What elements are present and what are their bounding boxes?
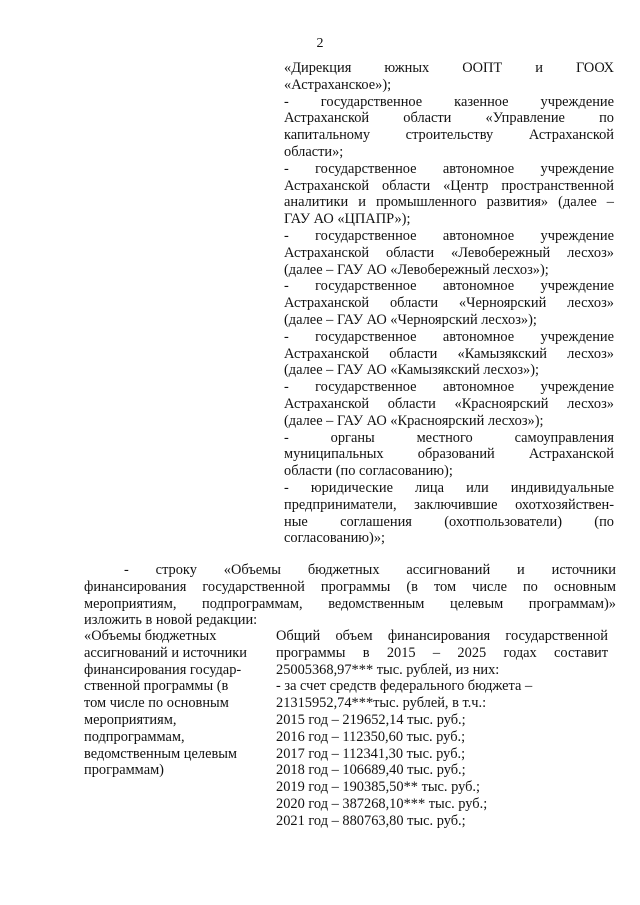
text-line: Астраханской области «Черноярский лесхоз» [284, 295, 614, 312]
text-line: - государственное автономное учреждение [284, 160, 614, 177]
text-line: финансирования государ- [84, 661, 242, 678]
text-line: 2018 год – 106689,40 тыс. руб.; [276, 762, 466, 779]
text-line: - юридические лица или индивидуальные [284, 479, 614, 496]
text-line: - строку «Объемы бюджетных ассигнований и источники [124, 562, 616, 578]
text-line: (далее – ГАУ АО «Красноярский лесхоз»); [284, 412, 544, 429]
text-line: (далее – ГАУ АО «Черноярский лесхоз»); [284, 311, 537, 328]
text-line: 2016 год – 112350,60 тыс. руб.; [276, 728, 466, 745]
text-line: капитальному строительству Астраханской [284, 127, 614, 144]
text-line: «Дирекция южных ООПТ и ГООХ [284, 60, 614, 76]
text-line: Астраханской области «Центр пространственной [284, 177, 614, 194]
text-line: 2019 год – 190385,50** тыс. руб.; [276, 779, 481, 796]
text-line: Астраханской области «Управление по [284, 110, 614, 127]
executors-list [284, 60, 614, 547]
text-line: ведомственным целевым [84, 745, 238, 762]
text-line: - государственное автономное учреждение [284, 227, 614, 244]
instruction-paragraph [84, 562, 616, 629]
text-line: предприниматели, заключившие охотхозяйствен- [284, 496, 614, 513]
text-line: - государственное казенное учреждение [284, 93, 614, 110]
text-line: том числе по основным [84, 695, 229, 712]
text-line: - органы местного самоуправления [284, 429, 614, 446]
text-line: 2021 год – 880763,80 тыс. руб.; [276, 812, 466, 829]
text-line: области (по согласованию); [284, 463, 453, 480]
text-line: финансирования государственной программы (в том числе по основным [84, 578, 616, 595]
text-line: муниципальных образований Астраханской [284, 446, 614, 463]
list-item [284, 480, 614, 547]
text-line: - государственное автономное учреждение [284, 328, 614, 345]
list-item [284, 94, 614, 161]
text-line: «Астраханское»); [284, 76, 392, 93]
text-line: (далее – ГАУ АО «Камызякский лесхоз»); [284, 362, 540, 379]
list-item [284, 329, 614, 379]
list-item [284, 379, 614, 429]
text-line: Астраханской области «Левобережный лесхоз» [284, 244, 614, 261]
table-row-label [84, 628, 268, 779]
text-line: Астраханской области «Камызякский лесхоз» [284, 345, 614, 362]
text-line: ные соглашения (охотпользователи) (по [284, 513, 614, 530]
text-line: программы в 2015 – 2025 годах составит [276, 644, 608, 661]
list-item [284, 430, 614, 480]
text-line: ассигнований и источники [84, 644, 247, 661]
list-item [284, 161, 614, 228]
text-line: области»; [284, 143, 344, 160]
text-line: мероприятиям, [84, 711, 177, 728]
page-number: 2 [316, 36, 324, 51]
text-line: 21315952,74***тыс. рублей, в т.ч.: [276, 695, 487, 712]
text-line: подпрограммам, [84, 728, 185, 745]
text-line: мероприятиям, подпрограммам, ведомственным целевым программам)» [84, 595, 616, 612]
text-line: Общий объем финансирования государственной [276, 628, 608, 644]
text-line: - за счет средств федерального бюджета – [276, 678, 533, 695]
text-line: ственной программы (в [84, 678, 229, 695]
list-item [284, 228, 614, 278]
text-line: программам) [84, 762, 164, 779]
text-line: изложить в новой редакции: [84, 612, 258, 629]
text-line: 2017 год – 112341,30 тыс. руб.; [276, 745, 466, 762]
list-item [284, 60, 614, 94]
list-item [284, 278, 614, 328]
text-line: ГАУ АО «ЦПАПР»); [284, 211, 411, 228]
text-line: - государственное автономное учреждение [284, 379, 614, 396]
text-line: 2020 год – 387268,10*** тыс. руб.; [276, 795, 488, 812]
text-line: 25005368,97*** тыс. рублей, из них: [276, 661, 500, 678]
text-line: аналитики и промышленного развития» (далее – [284, 194, 614, 211]
text-line: «Объемы бюджетных [84, 628, 217, 644]
table-row-value [276, 628, 608, 830]
text-line: (далее – ГАУ АО «Левобережный лесхоз»); [284, 261, 549, 278]
text-line: согласованию)»; [284, 530, 386, 547]
text-line: - государственное автономное учреждение [284, 278, 614, 295]
text-line: 2015 год – 219652,14 тыс. руб.; [276, 711, 466, 728]
text-line: Астраханской области «Красноярский лесхоз» [284, 395, 614, 412]
